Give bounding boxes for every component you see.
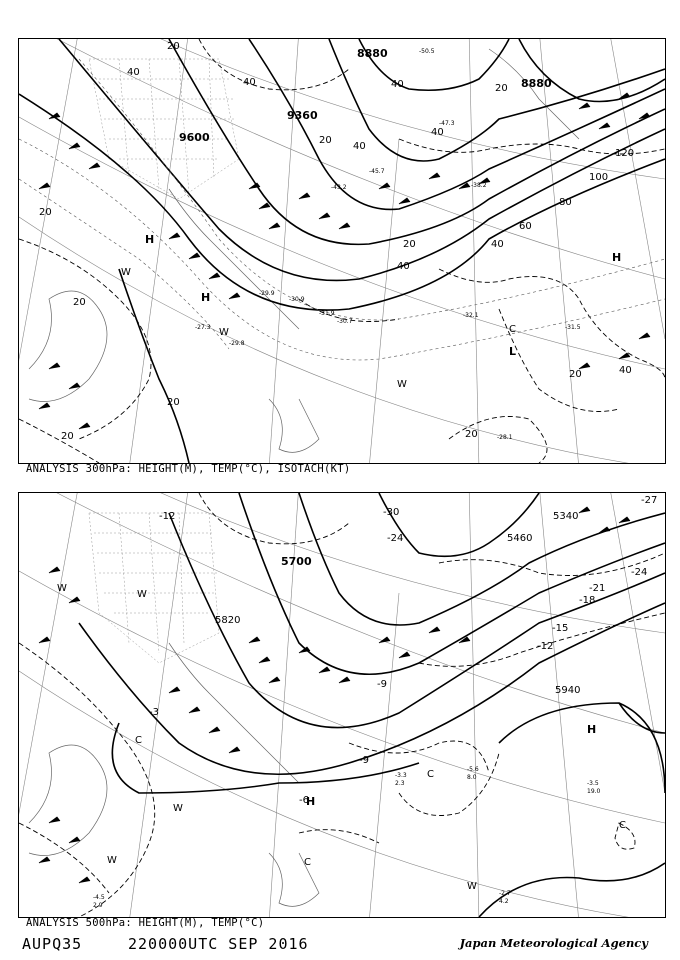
temp-label: -29.8 (229, 340, 245, 347)
warm-center: W (107, 855, 117, 866)
wind-barbs (39, 507, 630, 883)
warm-center: W (173, 803, 183, 814)
warm-center: W (57, 583, 67, 594)
height-label-5940: 5940 (555, 685, 581, 696)
temp-label: -45.7 (369, 168, 385, 175)
temp-label: -30 (383, 507, 400, 518)
temp-label: -47.3 (439, 120, 455, 127)
height-label-9360: 9360 (287, 109, 318, 122)
high-center: H (587, 723, 597, 736)
temp-label: -32.1 (463, 312, 479, 319)
temp-label: -50.5 (419, 48, 435, 55)
obs-label: -3.3 (395, 772, 407, 779)
cold-center: C (304, 857, 311, 868)
high-center: H (612, 251, 622, 264)
temp-label: -9 (359, 755, 369, 766)
high-center: H (145, 233, 155, 246)
caption-500hpa: ANALYSIS 500hPa: HEIGHT(M), TEMP(°C) (26, 917, 265, 929)
warm-center: W (397, 379, 407, 390)
wind-barbs (39, 93, 650, 429)
caption-300hpa: ANALYSIS 300hPa: HEIGHT(M), TEMP(°C), ISOTACH(KT) (26, 463, 351, 475)
obs-label: 8.0 (467, 774, 477, 781)
height-label-9600: 9600 (179, 131, 210, 144)
isotach-label: 20 (319, 135, 332, 146)
map-500hpa-canvas (19, 493, 665, 917)
high-center: H (201, 291, 211, 304)
map-300hpa (18, 38, 666, 464)
height-label-5700: 5700 (281, 555, 312, 568)
height-label-5340: 5340 (553, 511, 579, 522)
low-center: L (509, 345, 517, 358)
isotach-label: 40 (431, 127, 444, 138)
isotach-label: 20 (167, 41, 180, 52)
temp-label: -27.3 (195, 324, 211, 331)
isotach-label: 20 (73, 297, 86, 308)
temp-label: -12 (159, 511, 176, 522)
isotach-label: 40 (243, 77, 256, 88)
temp-label: -30.9 (289, 296, 305, 303)
isotach-label: 120 (615, 148, 635, 159)
isotach-label: 20 (61, 431, 74, 442)
temp-label: -30.7 (337, 318, 353, 325)
temp-label: -21 (589, 583, 606, 594)
isotach-label: 40 (353, 141, 366, 152)
obs-label: -5.6 (467, 766, 479, 773)
height-label-8880b: 8880 (521, 77, 552, 90)
valid-time: 220000UTC SEP 2016 (128, 935, 309, 953)
cold-center: C (619, 820, 626, 831)
hatched-region (89, 513, 219, 663)
isotach-label: 20 (403, 239, 416, 250)
obs-label: 4.2 (499, 898, 509, 905)
isotach-label: 40 (391, 79, 404, 90)
temp-label: -31.9 (319, 310, 335, 317)
height-label-5460: 5460 (507, 533, 533, 544)
warm-center: W (219, 327, 229, 338)
cold-center: C (135, 735, 142, 746)
isotach-label: 40 (619, 365, 632, 376)
obs-label: 2.3 (395, 780, 405, 787)
obs-label: 19.0 (587, 788, 601, 795)
graticule (19, 39, 665, 463)
graticule (19, 493, 665, 917)
chart-code: AUPQ35 (22, 935, 83, 953)
hatched-region (89, 59, 239, 199)
temp-label: -6 (299, 795, 309, 806)
map-300hpa-canvas (19, 39, 665, 463)
height-contours (79, 493, 665, 917)
isotach-label: 20 (495, 83, 508, 94)
temp-label: -12 (537, 641, 554, 652)
obs-label: -4.5 (93, 894, 105, 901)
map-500hpa (18, 492, 666, 918)
obs-label: -2.7 (499, 890, 511, 897)
temp-label: -24 (387, 533, 404, 544)
isotach-label: 20 (569, 369, 582, 380)
temp-label: -27 (641, 495, 658, 506)
isotach-label: 40 (127, 67, 140, 78)
height-label-5820: 5820 (215, 615, 241, 626)
warm-center: W (137, 589, 147, 600)
temp-label: -3 (149, 707, 159, 718)
temp-label: -9 (377, 679, 387, 690)
isotachs (19, 39, 665, 463)
temp-label: -24 (631, 567, 648, 578)
high-center: H (306, 795, 316, 808)
isotach-label: 20 (465, 429, 478, 440)
obs-label: -3.5 (587, 780, 599, 787)
temp-label: -43.2 (331, 184, 347, 191)
isotach-label: 20 (39, 207, 52, 218)
isotach-label: 80 (559, 197, 572, 208)
isotach-label: 100 (589, 172, 609, 183)
temp-label: -28.1 (497, 434, 513, 441)
isotach-label: 20 (167, 397, 180, 408)
height-label-8880: 8880 (357, 47, 388, 60)
temp-label: -31.5 (565, 324, 581, 331)
warm-center: W (467, 881, 477, 892)
isotach-label: 60 (519, 221, 532, 232)
agency-credit: Japan Meteorological Agency (459, 936, 648, 950)
height-contours (19, 39, 665, 463)
isotach-label: 40 (491, 239, 504, 250)
cold-center: C (427, 769, 434, 780)
temperature-contours (19, 59, 665, 360)
cold-center: C (509, 324, 516, 335)
obs-label: 2.9 (93, 902, 103, 909)
isotach-label: 40 (397, 261, 410, 272)
temp-label: -15 (552, 623, 569, 634)
temp-label: -29.9 (259, 290, 275, 297)
temp-label: -18 (579, 595, 596, 606)
temp-label: -38.2 (471, 182, 487, 189)
warm-center: W (121, 267, 131, 278)
temperature-contours (19, 493, 665, 917)
